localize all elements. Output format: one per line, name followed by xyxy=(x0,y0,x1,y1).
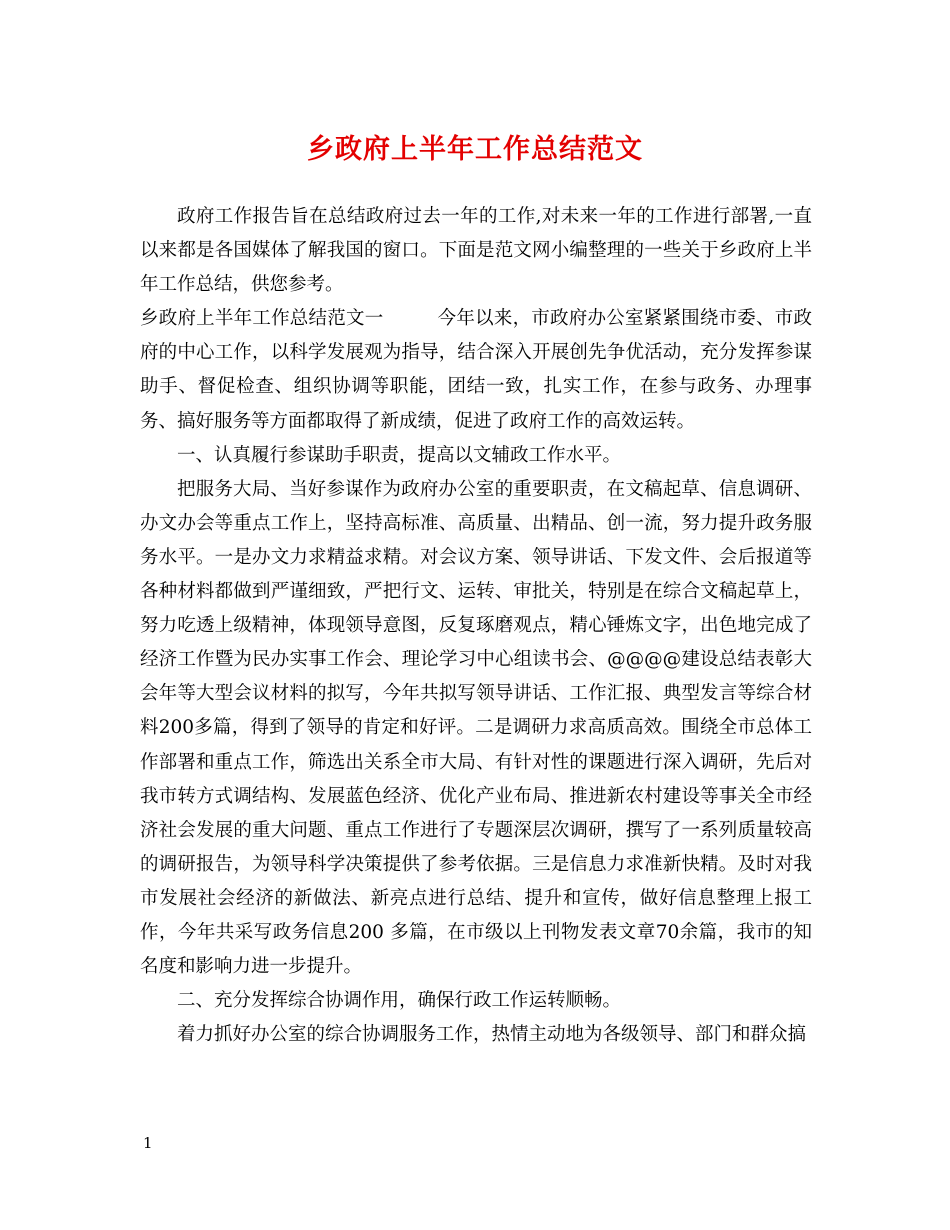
page-title: 乡政府上半年工作总结范文 xyxy=(307,134,643,165)
section-two-body: 着力抓好办公室的综合协调服务工作，热情主动地为各级领导、部门和群众搞 xyxy=(177,1024,807,1046)
section-one-body: 把服务大局、当好参谋作为政府办公室的重要职责，在文稿起草、信息调研、办文办会等重点工作上，坚持高标准、高质量、出精品、创一流，努力提升政务服务水平。一是办文力求精益求精。对会议方案、领导讲话、下发文件、会后报道等各种材料都做到严谨细致，严把行文、运转、审批关，特别是在综合文稿起草上，努力吃透上级精神，体现领导意图，反复琢磨观点，精心锤炼文字，出色地完成了经济工作暨为民办实事工作会、理论学习中心组读书会、@@@@建设总结表彰大会年等大型会议材料的拟写，今年共拟写领导讲话、工作汇报、典型发言等综合材料200多篇，得到了领导的肯定和好评。二是调研力求高质高效。围绕全市总体工作部署和重点工作，筛选出关系全市大局、有针对性的课题进行深入调研，先后对我市转方式调结构、发展蓝色经济、优化产业布局、推进新农村建设等事关全市经济社会发展的重大问题、重点工作进行了专题深层次调研，撰写了一系列质量较高的调研报告，为领导科学决策提供了参考依据。三是信息力求准新快精。及时对我市发展社会经济的新做法、新亮点进行总结、提升和宣传，做好信息整理上报工作，今年共采写政务信息200 多篇，在市级以上刊物发表文章70余篇，我市的知名度和影响力进一步提升。 xyxy=(140,478,812,978)
article-heading: 乡政府上半年工作总结范文一 xyxy=(140,308,384,330)
page-number: 1 xyxy=(143,1134,153,1152)
article-intro-text: 今年以来，市政府办公室紧紧围绕市委、市政府的中心工作，以科学发展观为指导，结合深入开展创先争优活动，充分发挥参谋助手、督促检查、组织协调等职能，团结一致，扎实工作，在参与政务、办理事务、搞好服务等方面都取得了新成绩，促进了政府工作的高效运转。 xyxy=(140,308,812,432)
section-heading-two: 二、充分发挥综合协调作用，确保行政工作运转顺畅。 xyxy=(177,990,622,1012)
section-one-paragraph xyxy=(140,302,812,438)
section-heading-one: 一、认真履行参谋助手职责，提高以文辅政工作水平。 xyxy=(177,444,622,466)
intro-paragraph: 政府工作报告旨在总结政府过去一年的工作,对未来一年的工作进行部署,一直以来都是各国媒体了解我国的窗口。下面是范文网小编整理的一些关于乡政府上半年工作总结，供您参考。 xyxy=(140,206,812,296)
document-body xyxy=(140,200,812,1052)
